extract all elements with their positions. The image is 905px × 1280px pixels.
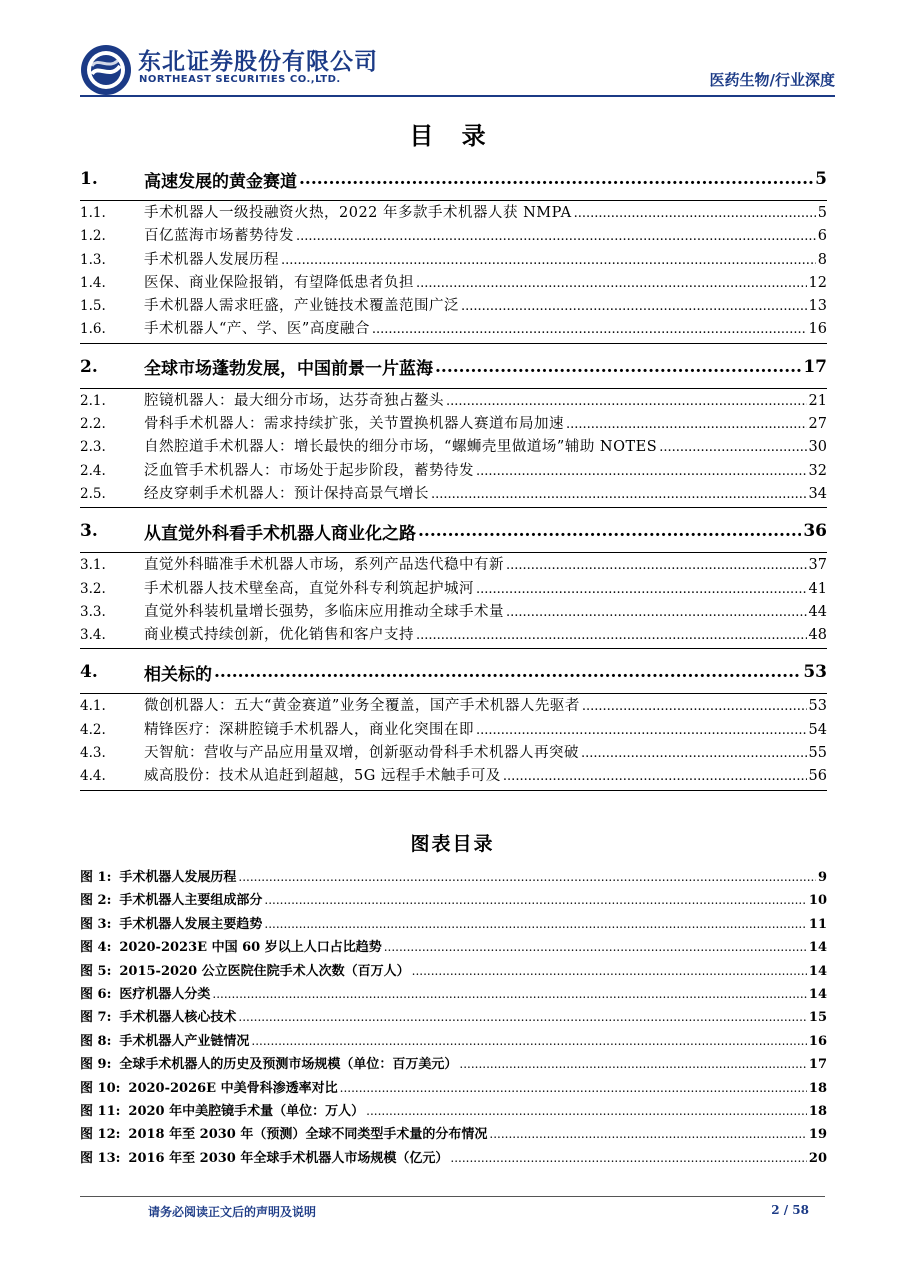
figure-dot-leader xyxy=(412,964,807,978)
toc-entry-number: 1.3. xyxy=(80,251,106,268)
figure-dot-leader xyxy=(251,1034,807,1048)
toc-dot-leader xyxy=(446,394,807,409)
toc-entry-number: 4.2. xyxy=(80,721,106,738)
company-name-cn: 东北证券股份有限公司 xyxy=(138,49,378,75)
toc-entry-number: 2.1. xyxy=(80,392,106,409)
toc-entry-page: 8 xyxy=(817,251,827,268)
toc-entry-title: 手术机器人发展历程 xyxy=(144,251,279,268)
toc-chapter-entry[interactable] xyxy=(80,512,827,550)
toc-entry-page: 27 xyxy=(808,416,827,433)
toc-section-entry[interactable] xyxy=(80,389,827,412)
figure-caption: 2020-2023E 中国 60 岁以上人口占比趋势 xyxy=(119,940,382,956)
figure-label: 图 1: xyxy=(80,870,112,885)
toc-entry-page: 6 xyxy=(817,228,827,245)
toc-entry-number: 1.5. xyxy=(80,298,106,315)
toc-entry-page: 5 xyxy=(815,169,827,189)
figure-caption: 2020-2026E 中美骨科渗透率对比 xyxy=(128,1080,338,1096)
toc-dot-leader xyxy=(574,206,816,221)
figure-label: 图 3: xyxy=(80,916,112,932)
figure-label: 图 5: xyxy=(80,963,112,979)
figure-caption: 2016 年至 2030 年全球手术机器人市场规模（亿元） xyxy=(128,1150,449,1166)
toc-entry-title: 自然腔道手术机器人：增长最快的细分市场，“螺蛳壳里做道场”辅助 NOTES xyxy=(144,439,658,456)
footer-divider xyxy=(80,1196,825,1197)
figure-dot-leader xyxy=(450,1151,807,1165)
toc-divider xyxy=(80,648,827,649)
toc-dot-leader xyxy=(581,746,807,761)
figure-index-entry[interactable] xyxy=(80,889,827,912)
toc-section-entry[interactable] xyxy=(80,741,827,764)
figure-caption: 手术机器人产业链情况 xyxy=(119,1033,250,1049)
toc-entry-title: 腔镜机器人：最大细分市场，达芬奇独占鳌头 xyxy=(144,392,444,409)
toc-section-entry[interactable] xyxy=(80,600,827,623)
toc-entry-title: 相关标的 xyxy=(144,664,212,685)
toc-section-entry[interactable] xyxy=(80,482,827,505)
toc-entry-title: 精锋医疗：深耕腔镜手术机器人，商业化突围在即 xyxy=(144,721,474,738)
toc-dot-leader xyxy=(281,253,816,268)
figure-index-entry[interactable] xyxy=(80,1030,827,1053)
toc-divider xyxy=(80,343,827,344)
toc-entry-title: 微创机器人：五大“黄金赛道”业务全覆盖，国产手术机器人先驱者 xyxy=(144,698,580,715)
figure-index-entry[interactable] xyxy=(80,1077,827,1100)
toc-entry-title: 直觉外科装机量增长强势，多临床应用推动全球手术量 xyxy=(144,603,504,620)
toc-entry-page: 54 xyxy=(808,721,827,738)
toc-dot-leader xyxy=(476,582,807,597)
toc-entry-title: 泛血管手术机器人：市场处于起步阶段，蓄势待发 xyxy=(144,462,474,479)
figure-dot-leader xyxy=(340,1081,807,1095)
figure-index-entry[interactable] xyxy=(80,1147,827,1170)
figure-label: 图 4: xyxy=(80,940,112,956)
figure-label: 图 10: xyxy=(80,1080,121,1096)
figure-label: 图 8: xyxy=(80,1033,112,1049)
toc-entry-title: 高速发展的黄金赛道 xyxy=(144,171,297,192)
toc-dot-leader xyxy=(506,605,807,620)
figure-index-entry[interactable] xyxy=(80,936,827,959)
toc-entry-number: 4.1. xyxy=(80,698,106,715)
header-divider xyxy=(80,95,835,97)
toc-dot-leader xyxy=(566,417,807,432)
toc-dot-leader xyxy=(296,229,816,244)
toc-section-entry[interactable] xyxy=(80,623,827,646)
toc-chapter-entry[interactable] xyxy=(80,653,827,691)
figure-caption: 2020 年中美腔镜手术量（单位：万人） xyxy=(128,1103,365,1119)
figure-dot-leader xyxy=(238,870,816,884)
figure-caption: 2018 年至 2030 年（预测）全球不同类型手术量的分布情况 xyxy=(128,1127,488,1143)
toc-section-entry[interactable] xyxy=(80,294,827,317)
figure-label: 图 6: xyxy=(80,986,112,1002)
figure-page: 9 xyxy=(817,870,827,885)
company-name-en: NORTHEAST SECURITIES CO.,LTD. xyxy=(139,74,341,85)
figure-page: 14 xyxy=(808,940,827,956)
table-of-contents xyxy=(80,160,827,791)
toc-entry-title: 医保、商业保险报销，有望降低患者负担 xyxy=(144,274,414,291)
footer-page-number: 2 / 58 xyxy=(771,1203,809,1217)
figure-caption: 医疗机器人分类 xyxy=(119,986,211,1002)
toc-entry-page: 53 xyxy=(808,698,827,715)
toc-entry-page: 56 xyxy=(808,768,827,785)
toc-entry-title: 全球市场蓬勃发展，中国前景一片蓝海 xyxy=(144,359,433,380)
toc-dot-leader xyxy=(416,276,807,291)
figure-dot-leader xyxy=(264,893,807,907)
figure-index-entry[interactable] xyxy=(80,960,827,983)
toc-entry-title: 手术机器人需求旺盛，产业链技术覆盖范围广泛 xyxy=(144,298,459,315)
figure-dot-leader xyxy=(366,1104,807,1118)
toc-dot-leader xyxy=(416,628,807,643)
toc-divider xyxy=(80,507,827,508)
toc-entry-page: 13 xyxy=(808,298,827,315)
toc-entry-number: 3. xyxy=(80,521,98,542)
toc-dot-leader xyxy=(299,169,813,189)
toc-entry-title: 手术机器人技术壁垒高，直觉外科专利筑起护城河 xyxy=(144,580,474,597)
figure-index-entry[interactable] xyxy=(80,983,827,1006)
toc-entry-number: 3.2. xyxy=(80,580,106,597)
report-section-tag: 医药生物/行业深度 xyxy=(709,71,835,89)
toc-entry-page: 5 xyxy=(817,205,827,221)
toc-entry-page: 21 xyxy=(808,392,827,409)
toc-entry-title: 手术机器人“产、学、医”高度融合 xyxy=(144,321,370,338)
toc-section-entry[interactable] xyxy=(80,553,827,576)
figure-label: 图 2: xyxy=(80,893,112,909)
figure-page: 14 xyxy=(808,963,827,979)
figure-page: 19 xyxy=(808,1127,827,1143)
toc-section-entry[interactable] xyxy=(80,718,827,741)
figure-index-entry[interactable] xyxy=(80,1123,827,1146)
toc-entry-page: 17 xyxy=(803,356,827,377)
figure-label: 图 9: xyxy=(80,1057,112,1073)
figure-page: 10 xyxy=(808,893,827,909)
toc-chapter-entry[interactable] xyxy=(80,348,827,386)
toc-entry-number: 4.4. xyxy=(80,768,106,785)
toc-dot-leader xyxy=(506,558,807,573)
toc-entry-title: 手术机器人一级投融资火热，2022 年多款手术机器人获 NMPA xyxy=(144,205,572,221)
toc-section-entry[interactable] xyxy=(80,412,827,435)
figure-page: 18 xyxy=(808,1080,827,1096)
toc-entry-title: 威高股份：技术从追赶到超越，5G 远程手术触手可及 xyxy=(144,768,501,785)
figure-index-entry[interactable] xyxy=(80,1100,827,1123)
toc-dot-leader xyxy=(461,299,807,314)
toc-entry-number: 2.4. xyxy=(80,462,106,479)
toc-entry-number: 2.2. xyxy=(80,416,106,433)
toc-entry-page: 48 xyxy=(808,627,827,644)
figure-caption: 2015-2020 公立医院住院手术人次数（百万人） xyxy=(119,963,410,979)
toc-divider xyxy=(80,790,827,791)
toc-section-entry[interactable] xyxy=(80,271,827,294)
figure-caption: 手术机器人主要组成部分 xyxy=(119,893,263,909)
toc-entry-title: 天智航：营收与产品应用量双增，创新驱动骨科手术机器人再突破 xyxy=(144,745,579,762)
toc-chapter-entry[interactable] xyxy=(80,160,827,198)
figure-page: 11 xyxy=(808,916,827,932)
figure-caption: 手术机器人发展历程 xyxy=(119,870,237,885)
toc-entry-page: 16 xyxy=(808,321,827,338)
toc-section-entry[interactable] xyxy=(80,317,827,340)
footer-disclaimer-note: 请务必阅读正文后的声明及说明 xyxy=(148,1205,317,1219)
toc-dot-leader xyxy=(476,464,807,479)
toc-dot-leader xyxy=(476,723,807,738)
toc-entry-title: 商业模式持续创新，优化销售和客户支持 xyxy=(144,627,414,644)
toc-entry-number: 3.1. xyxy=(80,557,106,574)
toc-entry-number: 1.1. xyxy=(80,205,106,221)
toc-dot-leader xyxy=(503,769,807,784)
toc-entry-page: 30 xyxy=(808,439,827,456)
figure-dot-leader xyxy=(384,940,807,954)
toc-section-entry[interactable] xyxy=(80,201,827,224)
toc-entry-number: 3.3. xyxy=(80,603,106,620)
figure-dot-leader xyxy=(489,1127,807,1141)
toc-dot-leader xyxy=(372,322,807,337)
figure-dot-leader xyxy=(264,917,807,931)
toc-entry-number: 1.6. xyxy=(80,321,106,338)
figure-index-entry[interactable] xyxy=(80,1006,827,1029)
toc-entry-page: 12 xyxy=(808,274,827,291)
toc-section-entry[interactable] xyxy=(80,459,827,482)
toc-entry-page: 34 xyxy=(808,485,827,502)
figure-dot-leader xyxy=(459,1057,807,1071)
toc-entry-title: 骨科手术机器人：需求持续扩张，关节置换机器人赛道布局加速 xyxy=(144,416,564,433)
toc-entry-page: 37 xyxy=(808,557,827,574)
figure-label: 图 11: xyxy=(80,1103,121,1119)
figure-index-entry[interactable] xyxy=(80,866,827,889)
toc-section-entry[interactable] xyxy=(80,694,827,717)
figure-label: 图 7: xyxy=(80,1010,112,1026)
toc-dot-leader xyxy=(582,699,807,714)
figure-caption: 手术机器人发展主要趋势 xyxy=(119,916,263,932)
toc-entry-number: 3.4. xyxy=(80,627,106,644)
toc-entry-page: 32 xyxy=(808,462,827,479)
toc-entry-number: 2.3. xyxy=(80,439,106,456)
toc-entry-page: 53 xyxy=(803,662,827,683)
toc-entry-number: 1.4. xyxy=(80,274,106,291)
toc-entry-number: 4. xyxy=(80,662,98,683)
toc-section-entry[interactable] xyxy=(80,577,827,600)
toc-dot-leader xyxy=(431,487,807,502)
toc-entry-number: 2.5. xyxy=(80,485,106,502)
toc-entry-title: 百亿蓝海市场蓄势待发 xyxy=(144,228,294,245)
toc-entry-page: 44 xyxy=(808,603,827,620)
toc-entry-title: 从直觉外科看手术机器人商业化之路 xyxy=(144,523,416,544)
figure-index-entry[interactable] xyxy=(80,913,827,936)
figure-label: 图 12: xyxy=(80,1127,121,1143)
toc-section-entry[interactable] xyxy=(80,435,827,458)
figure-page: 16 xyxy=(808,1033,827,1049)
toc-entry-page: 41 xyxy=(808,580,827,597)
figure-dot-leader xyxy=(212,987,807,1001)
toc-section-entry[interactable] xyxy=(80,248,827,271)
toc-entry-page: 55 xyxy=(808,745,827,762)
figure-label: 图 13: xyxy=(80,1150,121,1166)
figure-page: 15 xyxy=(808,1010,827,1026)
figures-index-title: 图表目录 xyxy=(410,833,495,855)
figure-page: 17 xyxy=(808,1057,827,1073)
toc-entry-title: 直觉外科瞄准手术机器人市场，系列产品迭代稳中有新 xyxy=(144,557,504,574)
figure-page: 18 xyxy=(808,1103,827,1119)
toc-entry-title: 经皮穿刺手术机器人：预计保持高景气增长 xyxy=(144,485,429,502)
figure-index-entry[interactable] xyxy=(80,1053,827,1076)
figure-caption: 手术机器人核心技术 xyxy=(119,1010,237,1026)
toc-entry-number: 2. xyxy=(80,356,98,377)
figure-dot-leader xyxy=(238,1010,807,1024)
northeast-securities-logo-icon xyxy=(80,44,132,96)
figure-page: 14 xyxy=(808,986,827,1002)
toc-entry-page: 36 xyxy=(803,521,827,542)
figure-page: 20 xyxy=(808,1150,827,1166)
page-header xyxy=(0,0,905,100)
toc-section-entry[interactable] xyxy=(80,224,827,247)
toc-dot-leader xyxy=(435,357,801,377)
page-title: 目 录 xyxy=(409,121,496,150)
toc-entry-number: 1.2. xyxy=(80,228,106,245)
toc-entry-number: 1. xyxy=(80,169,98,189)
toc-entry-number: 4.3. xyxy=(80,745,106,762)
toc-dot-leader xyxy=(214,662,801,682)
toc-dot-leader xyxy=(659,440,806,455)
toc-section-entry[interactable] xyxy=(80,764,827,787)
figure-caption: 全球手术机器人的历史及预测市场规模（单位：百万美元） xyxy=(119,1057,458,1073)
toc-dot-leader xyxy=(418,521,801,541)
figures-index xyxy=(80,866,827,1170)
